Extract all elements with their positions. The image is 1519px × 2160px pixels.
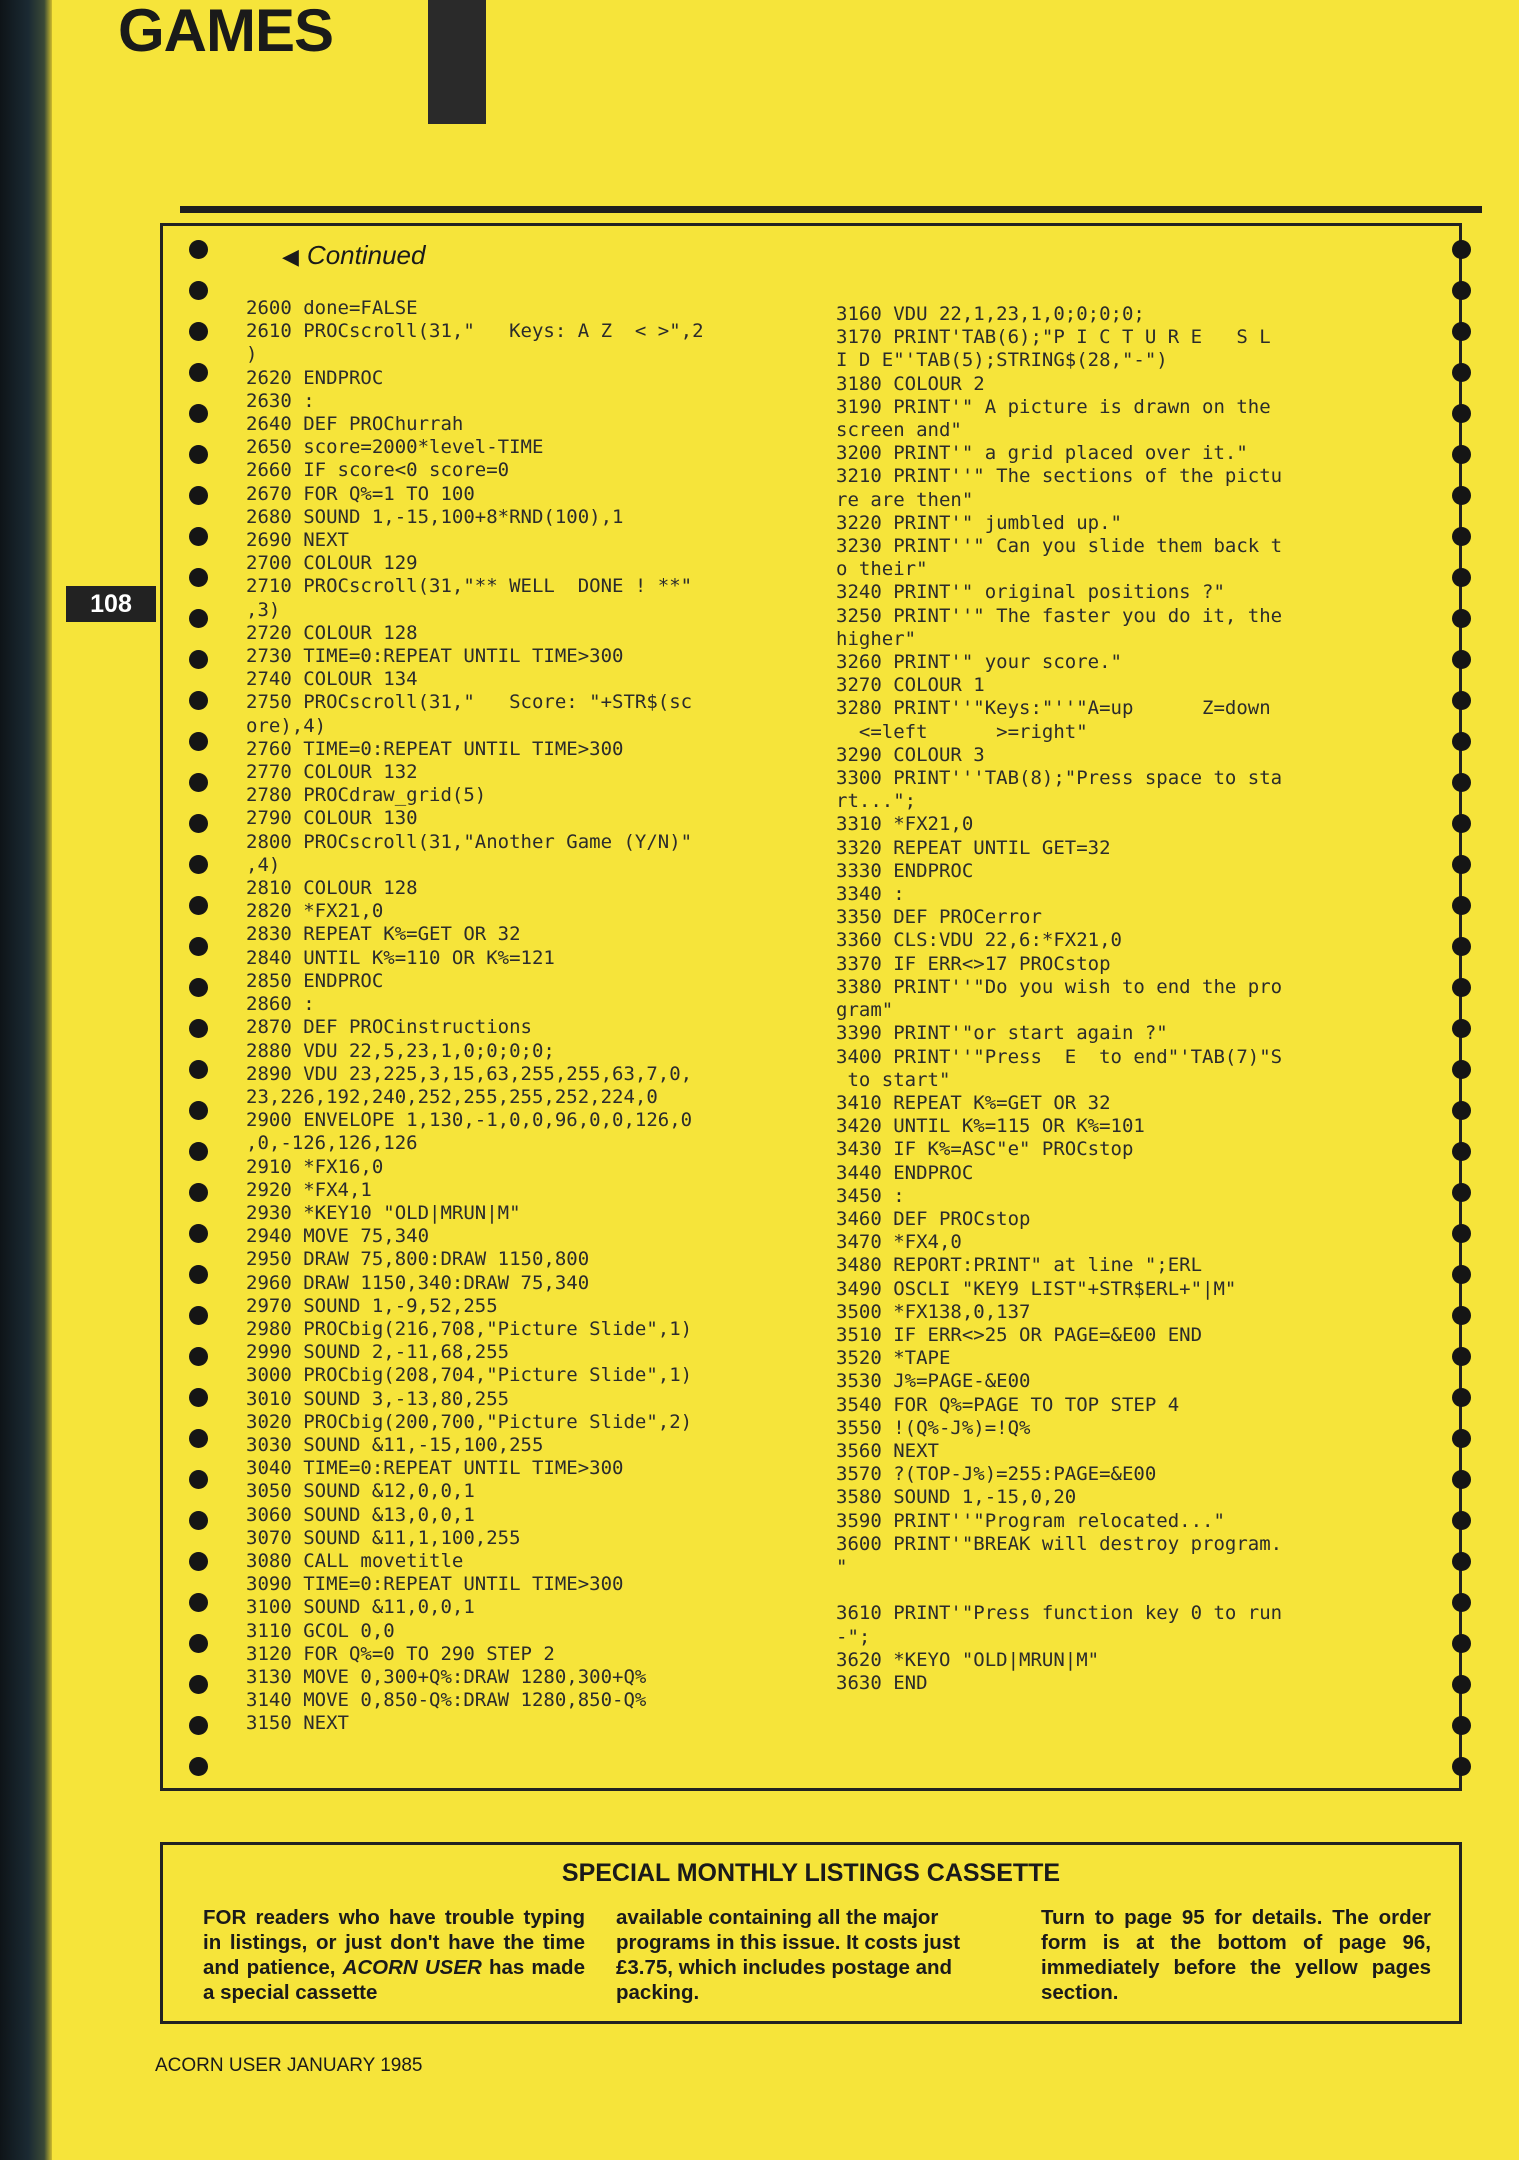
hole-icon bbox=[189, 978, 208, 997]
hole-icon bbox=[1452, 937, 1471, 956]
hole-icon bbox=[189, 568, 208, 587]
code-line: 3370 IF ERR<>17 PROCstop bbox=[836, 952, 1111, 975]
hole-icon bbox=[189, 1593, 208, 1612]
code-line: -"; bbox=[836, 1625, 871, 1648]
magazine-spine bbox=[0, 0, 52, 2160]
code-line: 3060 SOUND &13,0,0,1 bbox=[246, 1503, 475, 1526]
code-line: 2920 *FX4,1 bbox=[246, 1178, 372, 1201]
code-line: 2640 DEF PROChurrah bbox=[246, 413, 464, 436]
code-line: 3270 COLOUR 1 bbox=[836, 674, 985, 697]
hole-icon bbox=[189, 527, 208, 546]
code-line: 2630 : bbox=[246, 389, 315, 412]
promo-column-1 bbox=[203, 1905, 585, 2005]
hole-icon bbox=[189, 937, 208, 956]
continued-text: Continued bbox=[306, 240, 426, 270]
hole-icon bbox=[189, 1183, 208, 1202]
code-line: 2680 SOUND 1,-15,100+8*RND(100),1 bbox=[246, 505, 624, 528]
hole-icon bbox=[1452, 404, 1471, 423]
hole-icon bbox=[189, 773, 208, 792]
code-line: 3300 PRINT'''TAB(8);"Press space to sta bbox=[836, 767, 1283, 790]
hole-icon bbox=[1452, 978, 1471, 997]
hole-icon bbox=[189, 609, 208, 628]
hole-icon bbox=[189, 1757, 208, 1776]
code-line: o their" bbox=[836, 558, 928, 581]
code-line: 2990 SOUND 2,-11,68,255 bbox=[246, 1341, 510, 1364]
promo-box bbox=[160, 1842, 1462, 2024]
code-line: 3420 UNTIL K%=115 OR K%=101 bbox=[836, 1115, 1145, 1138]
code-line: 3360 CLS:VDU 22,6:*FX21,0 bbox=[836, 929, 1122, 952]
code-line: 2930 *KEY10 "OLD|MRUN|M" bbox=[246, 1201, 521, 1224]
hole-icon bbox=[1452, 650, 1471, 669]
right-sprocket-holes bbox=[1452, 228, 1474, 1790]
code-line: 2830 REPEAT K%=GET OR 32 bbox=[246, 923, 521, 946]
code-line: 2760 TIME=0:REPEAT UNTIL TIME>300 bbox=[246, 737, 624, 760]
hole-icon bbox=[189, 486, 208, 505]
code-line: 3520 *TAPE bbox=[836, 1347, 951, 1370]
code-line: to start" bbox=[847, 1068, 951, 1091]
code-line: 3260 PRINT'" your score." bbox=[836, 651, 1122, 674]
promo-col1-text-end: has made a special cassette bbox=[203, 1956, 585, 2004]
hole-icon bbox=[1452, 1716, 1471, 1735]
code-line: 3390 PRINT'"or start again ?" bbox=[836, 1022, 1168, 1045]
hole-icon bbox=[1452, 1060, 1471, 1079]
code-line: 3150 NEXT bbox=[246, 1712, 349, 1735]
code-line: 3280 PRINT''"Keys:"''"A=up Z=down bbox=[836, 697, 1271, 720]
hole-icon bbox=[1452, 1388, 1471, 1407]
code-line: 3290 COLOUR 3 bbox=[836, 743, 985, 766]
hole-icon bbox=[189, 1470, 208, 1489]
code-line: 3600 PRINT'"BREAK will destroy program. bbox=[836, 1532, 1283, 1555]
hole-icon bbox=[1452, 1019, 1471, 1038]
code-line: 2610 PROCscroll(31," Keys: A Z < >",2 bbox=[246, 320, 704, 343]
code-line: re are then" bbox=[836, 488, 974, 511]
code-line: 2890 VDU 23,225,3,15,63,255,255,63,7,0, bbox=[246, 1062, 693, 1085]
hole-icon bbox=[189, 240, 208, 259]
hole-icon bbox=[189, 855, 208, 874]
hole-icon bbox=[189, 1675, 208, 1694]
hole-icon bbox=[189, 1511, 208, 1530]
hole-icon bbox=[1452, 1347, 1471, 1366]
code-line: 2820 *FX21,0 bbox=[246, 900, 384, 923]
code-line: 3460 DEF PROCstop bbox=[836, 1207, 1031, 1230]
hole-icon bbox=[189, 322, 208, 341]
hole-icon bbox=[1452, 609, 1471, 628]
code-line: 3000 PROCbig(208,704,"Picture Slide",1) bbox=[246, 1364, 693, 1387]
hole-icon bbox=[1452, 896, 1471, 915]
code-line: 3110 GCOL 0,0 bbox=[246, 1619, 395, 1642]
hole-icon bbox=[1452, 1552, 1471, 1571]
code-line: " bbox=[836, 1555, 848, 1578]
code-line: 3240 PRINT'" original positions ?" bbox=[836, 581, 1225, 604]
code-line: 3430 IF K%=ASC"e" PROCstop bbox=[836, 1138, 1134, 1161]
code-line: 3400 PRINT''"Press E to end"'TAB(7)"S bbox=[836, 1045, 1283, 1068]
code-line: 3440 ENDPROC bbox=[836, 1161, 974, 1184]
code-line: 3590 PRINT''"Program relocated..." bbox=[836, 1509, 1225, 1532]
code-line: 3480 REPORT:PRINT" at line ";ERL bbox=[836, 1254, 1203, 1277]
hole-icon bbox=[1452, 1634, 1471, 1653]
code-line: 2720 COLOUR 128 bbox=[246, 621, 418, 644]
code-line: 2770 COLOUR 132 bbox=[246, 761, 418, 784]
code-line: 3510 IF ERR<>25 OR PAGE=&E00 END bbox=[836, 1323, 1203, 1346]
code-line: 3310 *FX21,0 bbox=[836, 813, 974, 836]
hole-icon bbox=[189, 650, 208, 669]
code-line: 2960 DRAW 1150,340:DRAW 75,340 bbox=[246, 1271, 590, 1294]
hole-icon bbox=[1452, 1306, 1471, 1325]
hole-icon bbox=[1452, 814, 1471, 833]
hole-icon bbox=[189, 896, 208, 915]
page-footer: ACORN USER JANUARY 1985 bbox=[155, 2055, 423, 2076]
code-line: 3320 REPEAT UNTIL GET=32 bbox=[836, 836, 1111, 859]
code-line: 2880 VDU 22,5,23,1,0;0;0;0; bbox=[246, 1039, 555, 1062]
promo-column-2: available containing all the major programs in this issue. It costs just £3.75, which includes postage and packing. bbox=[616, 1906, 961, 2004]
code-line: 3450 : bbox=[836, 1184, 905, 1207]
hole-icon bbox=[1452, 1429, 1471, 1448]
hole-icon bbox=[189, 1306, 208, 1325]
hole-icon bbox=[1452, 773, 1471, 792]
code-line: 3010 SOUND 3,-13,80,255 bbox=[246, 1387, 510, 1410]
promo-col1-magazine-name: ACORN USER bbox=[342, 1956, 482, 1979]
code-line: screen and" bbox=[836, 419, 962, 442]
code-line: 2800 PROCscroll(31,"Another Game (Y/N)" bbox=[246, 830, 693, 853]
hole-icon bbox=[1452, 486, 1471, 505]
hole-icon bbox=[189, 445, 208, 464]
triangle-left-icon: ◀ bbox=[282, 244, 299, 269]
code-line: 3560 NEXT bbox=[836, 1439, 939, 1462]
hole-icon bbox=[189, 732, 208, 751]
hole-icon bbox=[189, 1388, 208, 1407]
hole-icon bbox=[1452, 281, 1471, 300]
code-line: 3090 TIME=0:REPEAT UNTIL TIME>300 bbox=[246, 1573, 624, 1596]
hole-icon bbox=[1452, 1470, 1471, 1489]
hole-icon bbox=[189, 1265, 208, 1284]
code-line: 2650 score=2000*level-TIME bbox=[246, 436, 544, 459]
hole-icon bbox=[189, 1224, 208, 1243]
hole-icon bbox=[189, 1060, 208, 1079]
code-line: 2740 COLOUR 134 bbox=[246, 668, 418, 691]
code-line: gram" bbox=[836, 999, 894, 1022]
code-line: ore),4) bbox=[246, 714, 327, 737]
hole-icon bbox=[1452, 240, 1471, 259]
code-line: 3190 PRINT'" A picture is drawn on the bbox=[836, 395, 1271, 418]
code-line: 3120 FOR Q%=0 TO 290 STEP 2 bbox=[246, 1642, 555, 1665]
code-line: 3170 PRINT'TAB(6);"P I C T U R E S L bbox=[836, 326, 1271, 349]
code-line: 2950 DRAW 75,800:DRAW 1150,800 bbox=[246, 1248, 590, 1271]
code-line: <=left >=right" bbox=[858, 720, 1088, 743]
hole-icon bbox=[189, 1716, 208, 1735]
code-line: 3250 PRINT''" The faster you do it, the bbox=[836, 604, 1283, 627]
listing-left-column bbox=[246, 297, 704, 1736]
code-line: 3160 VDU 22,1,23,1,0;0;0;0; bbox=[836, 303, 1145, 325]
page-number-tab: 108 bbox=[66, 586, 156, 622]
hole-icon bbox=[1452, 855, 1471, 874]
code-line: 3130 MOVE 0,300+Q%:DRAW 1280,300+Q% bbox=[246, 1665, 647, 1688]
code-line: 2670 FOR Q%=1 TO 100 bbox=[246, 482, 475, 505]
code-line: ,3) bbox=[246, 598, 281, 621]
code-line: 2750 PROCscroll(31," Score: "+STR$(sc bbox=[246, 691, 693, 714]
code-line: 2900 ENVELOPE 1,130,-1,0,0,96,0,0,126,0 bbox=[246, 1109, 693, 1132]
code-line: 2700 COLOUR 129 bbox=[246, 552, 418, 575]
code-line: 2980 PROCbig(216,708,"Picture Slide",1) bbox=[246, 1317, 693, 1340]
code-line: 3610 PRINT'"Press function key 0 to run bbox=[836, 1602, 1283, 1625]
hole-icon bbox=[189, 691, 208, 710]
hole-icon bbox=[1452, 1593, 1471, 1612]
code-line: 3220 PRINT'" jumbled up." bbox=[836, 511, 1122, 534]
hole-icon bbox=[1452, 1142, 1471, 1161]
hole-icon bbox=[1452, 732, 1471, 751]
hole-icon bbox=[1452, 1511, 1471, 1530]
code-line: 2860 : bbox=[246, 993, 315, 1016]
code-line: 3330 ENDPROC bbox=[836, 859, 974, 882]
code-line: 3490 OSCLI "KEY9 LIST"+STR$ERL+"|M" bbox=[836, 1277, 1237, 1300]
header-rule bbox=[180, 206, 1482, 213]
hole-icon bbox=[1452, 691, 1471, 710]
code-line: 2810 COLOUR 128 bbox=[246, 877, 418, 900]
section-title-block bbox=[428, 0, 486, 124]
code-line: 3550 !(Q%-J%)=!Q% bbox=[836, 1416, 1031, 1439]
promo-col1-text: FOR readers who have trouble typing in listings, or just don't have the time and patience, bbox=[203, 1906, 585, 1979]
hole-icon bbox=[189, 1101, 208, 1120]
code-line: I D E"'TAB(5);STRING$(28,"-") bbox=[836, 349, 1168, 372]
code-line: 2940 MOVE 75,340 bbox=[246, 1225, 430, 1248]
code-line: 3040 TIME=0:REPEAT UNTIL TIME>300 bbox=[246, 1457, 624, 1480]
code-line: 3500 *FX138,0,137 bbox=[836, 1300, 1031, 1323]
code-line: 3230 PRINT''" Can you slide them back t bbox=[836, 535, 1283, 558]
code-line: 2620 ENDPROC bbox=[246, 366, 384, 389]
code-line: 3200 PRINT'" a grid placed over it." bbox=[836, 442, 1248, 465]
code-line: 2790 COLOUR 130 bbox=[246, 807, 418, 830]
code-line: 3570 ?(TOP-J%)=255:PAGE=&E00 bbox=[836, 1463, 1157, 1486]
code-line: 3620 *KEYO "OLD|MRUN|M" bbox=[836, 1648, 1100, 1671]
hole-icon bbox=[1452, 1757, 1471, 1776]
hole-icon bbox=[1452, 1265, 1471, 1284]
code-line: 3020 PROCbig(200,700,"Picture Slide",2) bbox=[246, 1410, 693, 1433]
code-line: 2730 TIME=0:REPEAT UNTIL TIME>300 bbox=[246, 645, 624, 668]
code-line: 3140 MOVE 0,850-Q%:DRAW 1280,850-Q% bbox=[246, 1689, 647, 1712]
code-line: 2780 PROCdraw_grid(5) bbox=[246, 784, 487, 807]
code-line: 3340 : bbox=[836, 883, 905, 906]
hole-icon bbox=[1452, 445, 1471, 464]
hole-icon bbox=[1452, 1183, 1471, 1202]
code-line: 2910 *FX16,0 bbox=[246, 1155, 384, 1178]
hole-icon bbox=[1452, 568, 1471, 587]
code-line: 3050 SOUND &12,0,0,1 bbox=[246, 1480, 475, 1503]
code-line: 2660 IF score<0 score=0 bbox=[246, 459, 510, 482]
code-line: ) bbox=[246, 343, 258, 366]
listing-right-column bbox=[836, 303, 1282, 1695]
hole-icon bbox=[189, 1552, 208, 1571]
code-line: 3580 SOUND 1,-15,0,20 bbox=[836, 1486, 1077, 1509]
code-line: 3080 CALL movetitle bbox=[246, 1549, 464, 1572]
hole-icon bbox=[189, 1142, 208, 1161]
code-line: 3470 *FX4,0 bbox=[836, 1231, 962, 1254]
hole-icon bbox=[189, 1429, 208, 1448]
hole-icon bbox=[1452, 1675, 1471, 1694]
code-line: 2690 NEXT bbox=[246, 529, 349, 552]
code-line: 3380 PRINT''"Do you wish to end the pro bbox=[836, 975, 1283, 998]
code-line: 3350 DEF PROCerror bbox=[836, 906, 1042, 929]
hole-icon bbox=[189, 1634, 208, 1653]
continued-label bbox=[282, 240, 425, 271]
code-line: rt..."; bbox=[836, 790, 917, 813]
hole-icon bbox=[189, 1347, 208, 1366]
hole-icon bbox=[189, 404, 208, 423]
code-line: 3540 FOR Q%=PAGE TO TOP STEP 4 bbox=[836, 1393, 1180, 1416]
code-line: 3410 REPEAT K%=GET OR 32 bbox=[836, 1091, 1111, 1114]
promo-column-3: Turn to page 95 for details. The order form is at the bottom of page 96, immediately before the yellow pages section. bbox=[1041, 1906, 1431, 2004]
code-line: 3630 END bbox=[836, 1671, 928, 1694]
code-line: 2970 SOUND 1,-9,52,255 bbox=[246, 1294, 498, 1317]
code-line: 3030 SOUND &11,-15,100,255 bbox=[246, 1433, 544, 1456]
hole-icon bbox=[1452, 1224, 1471, 1243]
code-line: 2870 DEF PROCinstructions bbox=[246, 1016, 532, 1039]
code-line: 2710 PROCscroll(31,"** WELL DONE ! **" bbox=[246, 575, 693, 598]
hole-icon bbox=[189, 1019, 208, 1038]
code-line: 2850 ENDPROC bbox=[246, 969, 384, 992]
hole-icon bbox=[1452, 322, 1471, 341]
code-line: higher" bbox=[836, 627, 917, 650]
left-sprocket-holes bbox=[189, 228, 211, 1790]
code-line: 2840 UNTIL K%=110 OR K%=121 bbox=[246, 946, 555, 969]
code-line: 3530 J%=PAGE-&E00 bbox=[836, 1370, 1031, 1393]
hole-icon bbox=[1452, 363, 1471, 382]
code-line: 23,226,192,240,252,255,255,252,224,0 bbox=[246, 1085, 658, 1108]
promo-title: SPECIAL MONTHLY LISTINGS CASSETTE bbox=[561, 1859, 1061, 1887]
code-line: 3210 PRINT''" The sections of the pictu bbox=[836, 465, 1283, 488]
code-line: 2600 done=FALSE bbox=[246, 297, 418, 319]
hole-icon bbox=[189, 363, 208, 382]
hole-icon bbox=[189, 281, 208, 300]
code-line: ,4) bbox=[246, 853, 281, 876]
code-line: 3180 COLOUR 2 bbox=[836, 372, 985, 395]
hole-icon bbox=[1452, 1101, 1471, 1120]
hole-icon bbox=[189, 814, 208, 833]
section-title: GAMES bbox=[118, 0, 334, 64]
code-line: 3070 SOUND &11,1,100,255 bbox=[246, 1526, 521, 1549]
hole-icon bbox=[1452, 527, 1471, 546]
code-line: ,0,-126,126,126 bbox=[246, 1132, 418, 1155]
code-line: 3100 SOUND &11,0,0,1 bbox=[246, 1596, 475, 1619]
